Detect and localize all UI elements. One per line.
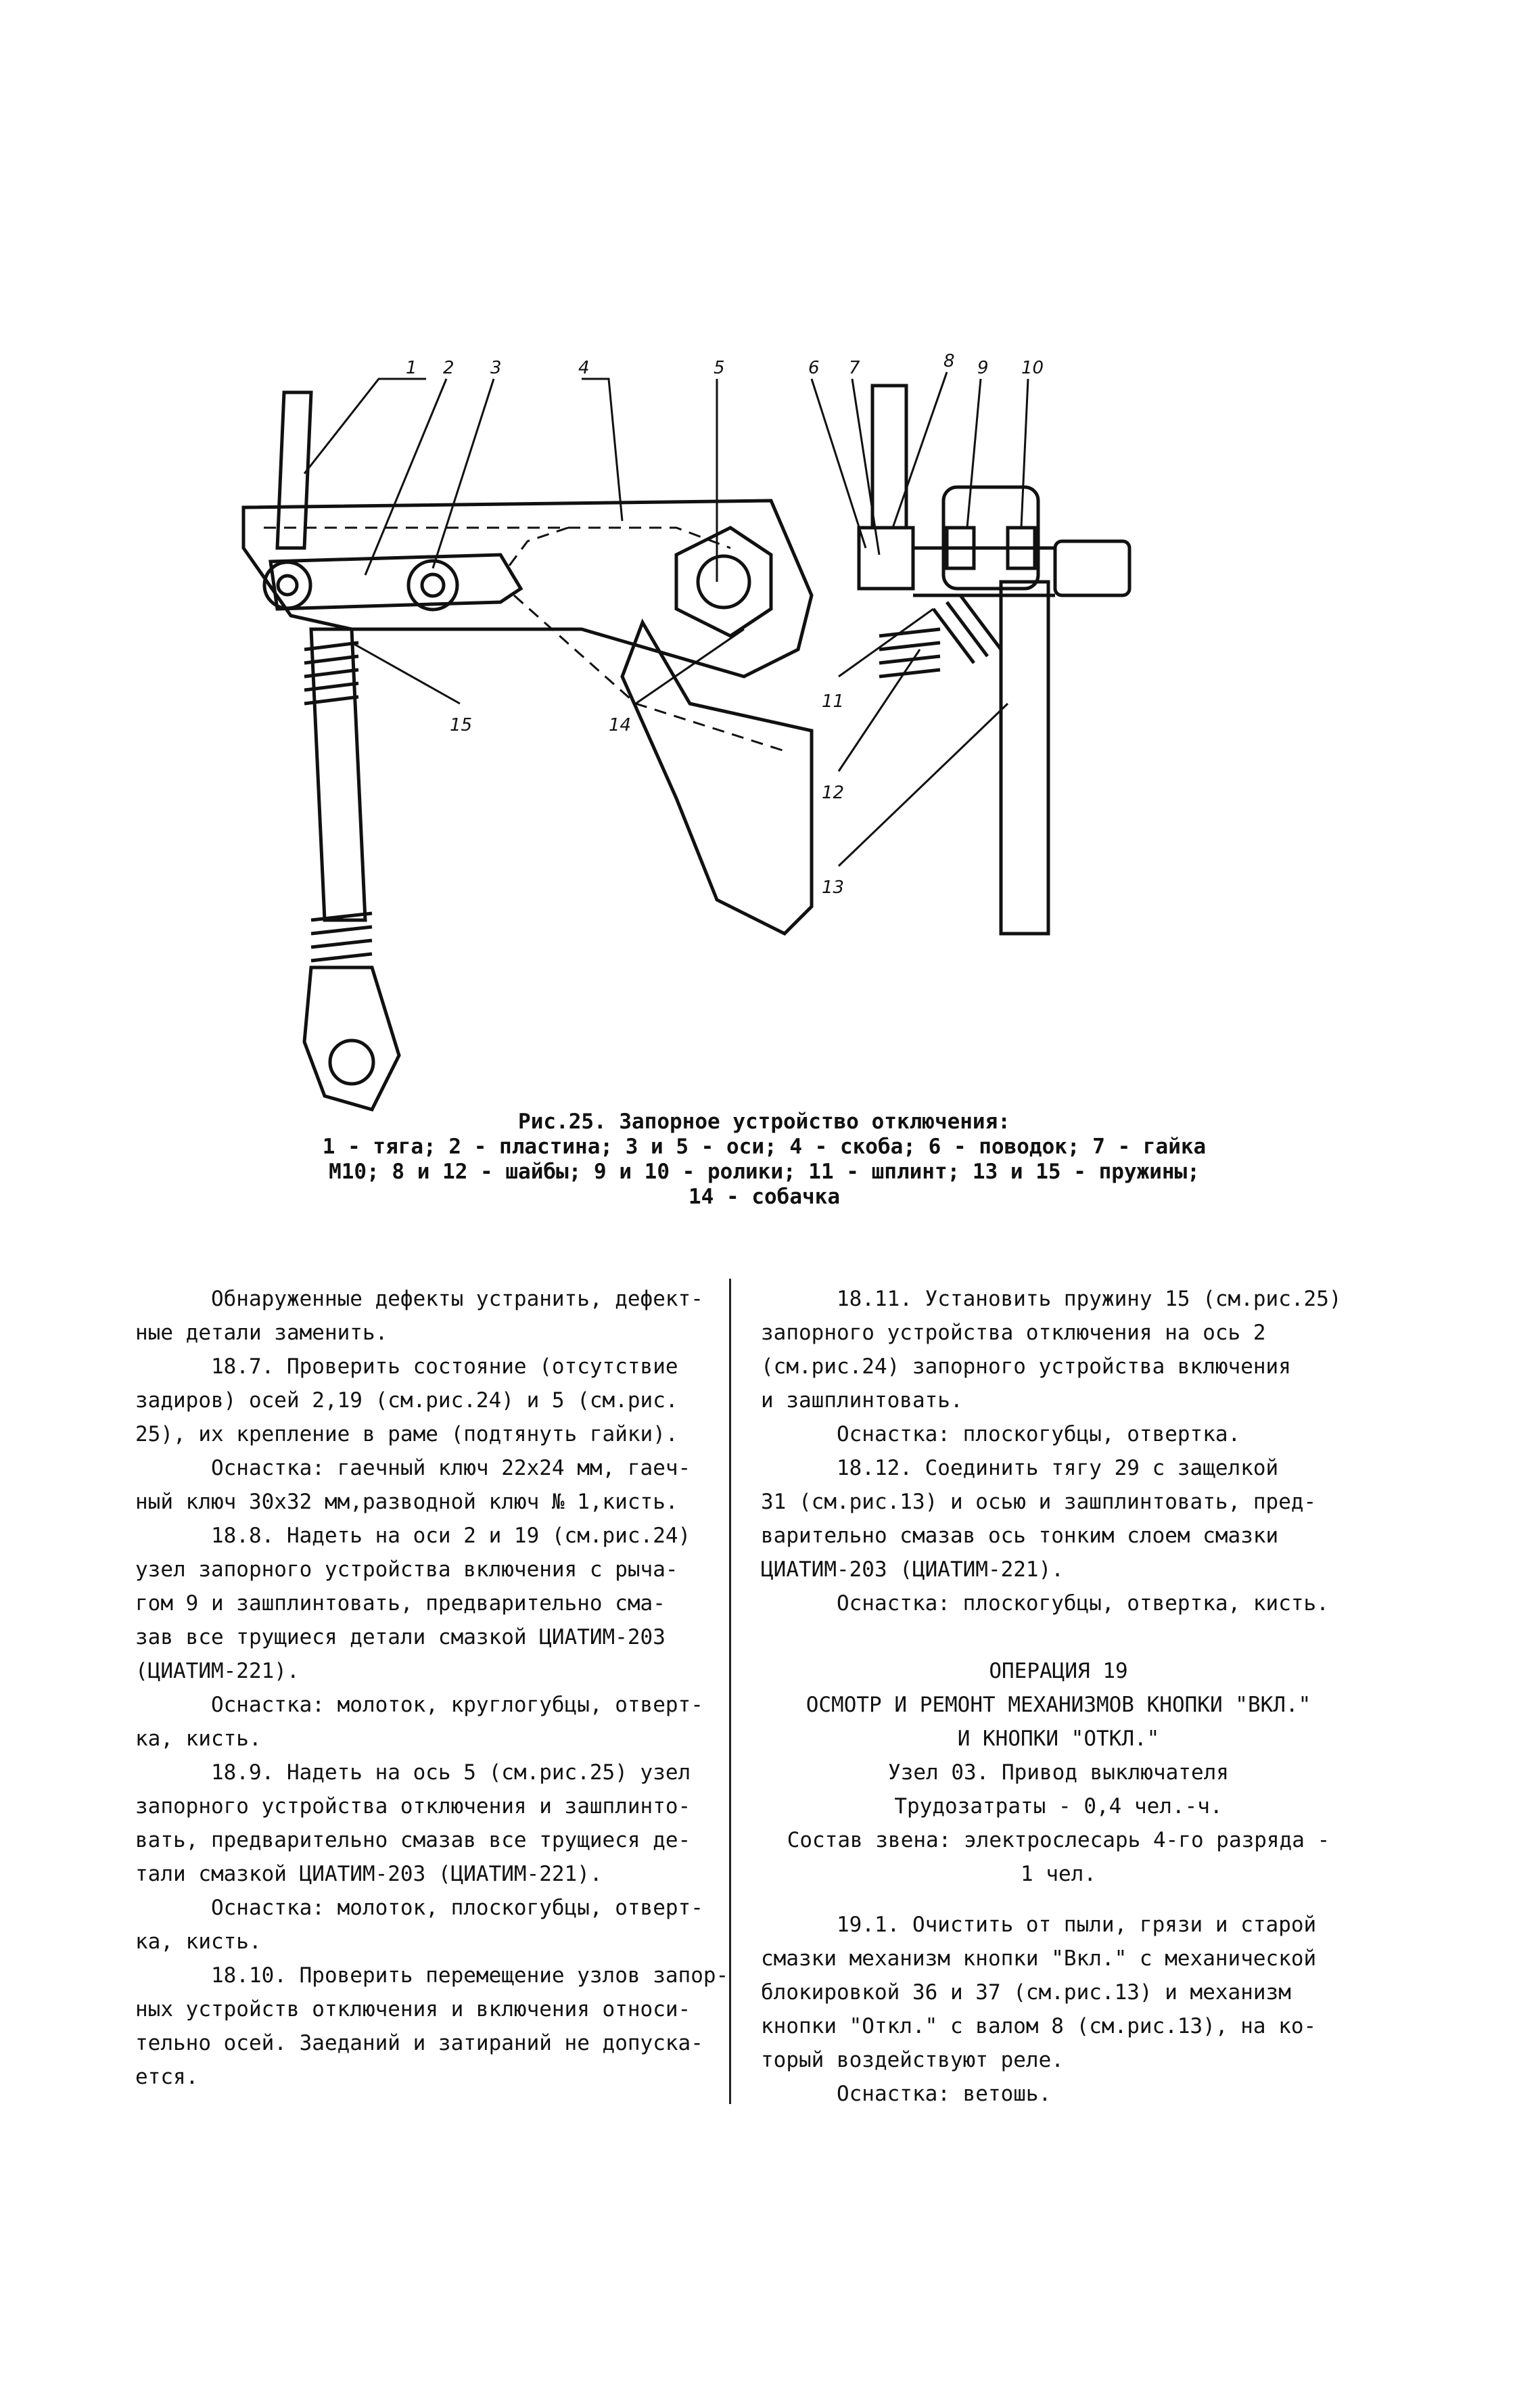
text-line: зав все трущиеся детали смазкой ЦИАТИМ-203 xyxy=(135,1625,666,1649)
dog-dashed-edge xyxy=(514,595,785,751)
text-line: ка, кисть. xyxy=(135,1930,262,1954)
text-line: и зашплинтовать. xyxy=(761,1388,963,1413)
text-line: 18.9. Надеть на ось 5 (см.рис.25) узел xyxy=(135,1760,691,1785)
driver-6 xyxy=(859,528,913,589)
nut-m10 xyxy=(676,528,771,636)
spacer xyxy=(761,1620,1356,1654)
callout-15: 15 xyxy=(450,715,473,735)
callout-7: 7 xyxy=(849,358,860,378)
operation-title-line-1: ОСМОТР И РЕМОНТ МЕХАНИЗМОВ КНОПКИ "ВКЛ." xyxy=(806,1693,1311,1717)
text-line: (см.рис.24) запорного устройства включения xyxy=(761,1354,1291,1379)
leader-lines xyxy=(304,372,1028,866)
callout-6: 6 xyxy=(808,358,820,378)
text-line: Оснастка: молоток, круглогубцы, отверт- xyxy=(135,1693,703,1717)
rod-end-hole xyxy=(278,576,297,595)
text-line: смазки механизм кнопки "Вкл." с механической xyxy=(761,1946,1317,1971)
caption-legend-line-2: М10; 8 и 12 - шайбы; 9 и 10 - ролики; 11 - шплинт; 13 и 15 - пружины; xyxy=(329,1160,1200,1184)
bracket-dashed-outline xyxy=(264,528,730,568)
text-line: задиров) осей 2,19 (см.рис.24) и 5 (см.рис. xyxy=(135,1388,678,1413)
spring-13 xyxy=(933,595,1001,663)
text-line: Оснастка: гаечный ключ 22х24 мм, гаеч- xyxy=(135,1456,691,1480)
dog-side xyxy=(1001,582,1048,934)
text-line: Обнаруженные дефекты устранить, дефект- xyxy=(135,1287,703,1311)
text-line: 18.7. Проверить состояние (отсутствие xyxy=(135,1354,678,1379)
text-line: ный ключ 30х32 мм,разводной ключ № 1,кисть. xyxy=(135,1490,678,1514)
text-line: запорного устройства отключения на ось 2 xyxy=(761,1321,1266,1345)
text-line: тельно осей. Заеданий и затираний не допуска- xyxy=(135,2031,703,2055)
callout-4: 4 xyxy=(578,358,590,378)
figure-caption xyxy=(257,1110,1271,1210)
fork-eye xyxy=(330,1041,373,1084)
text-line: запорного устройства отключения и зашплинто- xyxy=(135,1794,691,1819)
left-column xyxy=(135,1282,729,2094)
text-line: торый воздействуют реле. xyxy=(761,2048,1064,2072)
text-line: узел запорного устройства включения с рыча- xyxy=(135,1557,678,1582)
callout-labels xyxy=(406,351,1044,898)
bracket-side xyxy=(943,487,1038,589)
callout-5: 5 xyxy=(714,358,725,378)
caption-title: Рис.25. Запорное устройство отключения: xyxy=(518,1110,1010,1134)
text-line: ется. xyxy=(135,2065,199,2089)
callout-12: 12 xyxy=(822,783,845,803)
text-line: (ЦИАТИМ-221). xyxy=(135,1659,300,1683)
shaft-end xyxy=(1055,541,1129,595)
operation-labor: Трудозатраты - 0,4 чел.-ч. xyxy=(894,1794,1223,1819)
operation-title-line-2: И КНОПКИ "ОТКЛ." xyxy=(957,1727,1160,1751)
callout-13: 13 xyxy=(822,877,845,898)
mechanism-drawing xyxy=(203,325,1231,1150)
text-line: Оснастка: ветошь. xyxy=(761,2082,1052,2106)
text-line: вать, предварительно смазав все трущиеся де- xyxy=(135,1828,691,1852)
text-line: ных устройств отключения и включения относи- xyxy=(135,1997,691,2022)
text-line: 18.12. Соединить тягу 29 с защелкой xyxy=(761,1456,1279,1480)
text-line: ЦИАТИМ-203 (ЦИАТИМ-221). xyxy=(761,1557,1064,1582)
text-line: 25), их крепление в раме (подтянуть гайки). xyxy=(135,1422,678,1446)
rod-fork xyxy=(304,967,399,1110)
column-divider xyxy=(729,1279,731,2104)
callout-14: 14 xyxy=(609,715,632,735)
text-line: 19.1. Очистить от пыли, грязи и старой xyxy=(761,1913,1317,1937)
figure-25-drawing xyxy=(203,325,1231,1150)
callout-9: 9 xyxy=(977,358,989,378)
right-column xyxy=(761,1282,1356,2111)
callout-11: 11 xyxy=(822,691,845,712)
operation-unit: Узел 03. Привод выключателя xyxy=(888,1760,1229,1785)
text-line: 18.8. Надеть на оси 2 и 19 (см.рис.24) xyxy=(135,1524,691,1548)
operation-crew-line-1: Состав звена: электрослесарь 4-го разряда - xyxy=(787,1828,1330,1852)
plate-2 xyxy=(271,555,521,609)
operation-heading: ОПЕРАЦИЯ 19 xyxy=(989,1659,1128,1683)
callout-2: 2 xyxy=(443,358,454,378)
text-line: кнопки "Откл." с валом 8 (см.рис.13), на ко- xyxy=(761,2014,1317,2038)
text-line: варительно смазав ось тонким слоем смазки xyxy=(761,1524,1279,1548)
text-line: Оснастка: плоскогубцы, отвертка. xyxy=(761,1422,1241,1446)
caption-legend-line-1: 1 - тяга; 2 - пластина; 3 и 5 - оси; 4 - скоба; 6 - поводок; 7 - гайка xyxy=(322,1135,1207,1159)
text-line: гом 9 и зашплинтовать, предварительно сма- xyxy=(135,1591,666,1616)
operation-crew-line-2: 1 чел. xyxy=(1021,1862,1096,1886)
callout-1: 1 xyxy=(406,358,417,378)
text-line: 31 (см.рис.13) и осью и зашплинтовать, пред- xyxy=(761,1490,1317,1514)
text-line: ка, кисть. xyxy=(135,1727,262,1751)
text-line: ные детали заменить. xyxy=(135,1321,388,1345)
spacer xyxy=(761,1891,1356,1908)
callout-8: 8 xyxy=(943,351,955,371)
text-line: Оснастка: плоскогубцы, отвертка, кисть. xyxy=(761,1591,1329,1616)
callout-10: 10 xyxy=(1021,358,1044,378)
axle-5 xyxy=(698,556,749,608)
text-line: Оснастка: молоток, плоскогубцы, отверт- xyxy=(135,1896,703,1920)
text-line: блокировкой 36 и 37 (см.рис.13) и механизм xyxy=(761,1980,1291,2005)
text-line: тали смазкой ЦИАТИМ-203 (ЦИАТИМ-221). xyxy=(135,1862,603,1886)
spring-side xyxy=(879,629,940,677)
text-line: 18.10. Проверить перемещение узлов запор- xyxy=(135,1963,729,1988)
caption-legend-line-3: 14 - собачка xyxy=(689,1185,840,1209)
text-line: 18.11. Установить пружину 15 (см.рис.25) xyxy=(761,1287,1342,1311)
callout-3: 3 xyxy=(490,358,502,378)
axle-3-hole xyxy=(422,574,444,596)
